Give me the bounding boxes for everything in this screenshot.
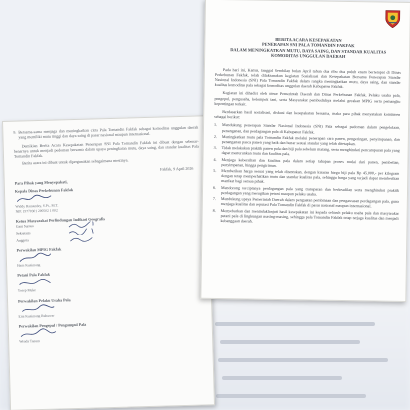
signer-block: Kepala Dinas Perkebunan Fakfak Widdy Ramandey, S.Pt., M.T. NIP. 19770301 200502 1 002 <box>14 186 74 214</box>
place-date: Fakfak, 9 April 2026 <box>159 165 194 172</box>
signer-block: Perwakilan Pelaku Usaha Pala Emi Kuaimang Ruhuwar <box>17 296 71 319</box>
signature-mark <box>18 302 58 314</box>
commitment-intro: Berdasarkan hasil sosialisasi, diskusi dan kesepakatan bersama, maka para pihak menyatakan komitmen sebagai berikut: <box>214 109 401 120</box>
document-page-agreement <box>200 0 410 302</box>
list-item: 9. Bersama-sama menjaga dan meningkatkan citra Pala Tomandin Fakfak sebagai komoditas unggulan daerah yang memiliki mutu tinggi dan daya saing di pasar nasional maupun internasional. <box>13 124 199 140</box>
list-item: 7. Mendukung upaya Pemerintah Daerah dalam penguatan pembinaan dan pengawasan perdagangan pala, guna menjaga kualitas dan reputasi Pala Tomandin Fakfak di pasar nasional maupun internasional. <box>212 196 399 209</box>
closing-paragraph: Demikian Berita Acara Kesepakatan Penerapan SNI Pala Tomandin Fakfak ini dibuat dengan sebenar-benarnya untuk menjadi pedoman bersama dalam upaya peningkatan mutu, daya saing, dan standar kualitas Pala Tomandin Fakfak. <box>13 138 199 160</box>
background-blur-line <box>220 340 360 344</box>
signature-mark <box>19 327 59 339</box>
signature-mark <box>17 252 57 264</box>
signature-mark <box>68 229 94 236</box>
list-item: 1. Mendukung penerapan Standar Nasional Indonesia (SNI) Pala sebagai pedoman dalam pengelolaan, penanganan, dan perdagangan pala di Kabupaten Fakfak. <box>214 122 401 135</box>
crest-icon <box>384 9 402 29</box>
opening-paragraph: Pada hari ini, Kamis, tanggal Sembilan bulan April tahun dua ribu dua puluh enam bertempat di Dinas Perkebunan Fakfak, telah dilaksanakan kegiatan Sosialisasi dan Kesepakatan Bersama Penerapan Standar Nasional Indonesia (SNI) Pala Tomandin Fakfak dalam rangka meningkatkan mutu, daya saing, dan standar kualitas komoditas pala sebagai komoditas unggulan daerah Kabupaten Fakfak. <box>214 66 401 90</box>
list-item: 4. Menjaga kebersihan dan kualitas pala dalam setiap tahapan proses mulai dari panen, pembelian, penyimpanan, hingga pengiriman. <box>213 156 400 168</box>
signature-mark <box>15 192 55 204</box>
list-item: 5. Memberikan harga sesuai yang telah ditentukan, dengan kisaran harga biji pala Rp 45.000,- per kilogram dengan tetap memperhatikan mutu dan standar kualitas pala, sehingga harga yang terjadi dapat memberikan manfaat bagi semua pihak. <box>213 167 400 185</box>
background-blur-line <box>222 376 342 380</box>
signer-block: Perwakilan MPIG Fakfak Hans Kuaimang <box>16 246 62 268</box>
signer-block: Petani Pala Fakfak Yosep Muke <box>17 268 203 294</box>
signature-mark <box>17 277 57 289</box>
list-item: 6. Mendorong terciptanya perdagangan pala yang transparan dan berkeadilan serta menghindari praktik perdagangan yang merugikan petani maupun pelaku usaha. <box>213 184 400 197</box>
attendees-paragraph: Kegiatan ini dihadiri oleh unsur Pemerintah Daerah dan Dinas Perkebunan Fakfak, Pelaku usaha pala, pengepul, pengusaha, kelompok tani, serta Masyarakat pembudidaya melalui gerakan MPIG serta pemangku kepentingan terkait. <box>214 90 401 107</box>
list-item: 8. Menyebarkan dan menindaklanjuti hasil kesepakatan ini kepada seluruh pelaku usaha pala dan masyarakat petani pala di lingkungan masing-masing, sehingga pala Tomandin Fakfak tetap terjaga kualitas dan menjadi kebanggaan daerah. <box>212 207 399 224</box>
signer-block: Ketua Masyarakat Perlindungan Indikasi Geografis Gani Suroso Sekretaris Anggota <box>15 216 105 243</box>
document-title: BERITA ACARA KESEPAKATAN PENERAPAN SNI PALA TOMANDIN FAKFAK DALAM MENINGKATKAN MUTU, DAYA SAING, DAN STANDAR KUALITAS KOMODITAS UNGGULAN DAERAH <box>230 36 387 60</box>
closing-note: Berita acara ini dibuat untuk dipergunakan sebagaimana mestinya. <box>22 157 129 166</box>
document-page-signatures <box>2 115 215 410</box>
background-blur-line <box>215 322 375 326</box>
commitment-list <box>213 122 401 226</box>
background-blur-line <box>218 358 388 362</box>
background-blur-line <box>216 394 366 398</box>
list-item: 2. Meningkatkan mutu pala Tomandin Fakfak melalui penerapan cara panen, pengeringan, penyimpanan, dan penanganan pasca panen yang baik dan benar sesuai standar yang telah ditetapkan. <box>213 133 400 147</box>
list-item: 3. Tidak melakukan praktik panen pala dan biji pala sebelum matang, serta menghindari pencampuran pala yang dapat menurunkan mutu dan kualitas pala. <box>213 145 400 157</box>
signature-mark <box>68 236 94 243</box>
signer-block: Perwakilan Pengepul / Pengumpul Pala Wenda Tanum <box>18 321 87 344</box>
signature-mark <box>68 222 94 229</box>
signers-heading: Para Pihak yang Menyepakati, <box>14 178 68 186</box>
